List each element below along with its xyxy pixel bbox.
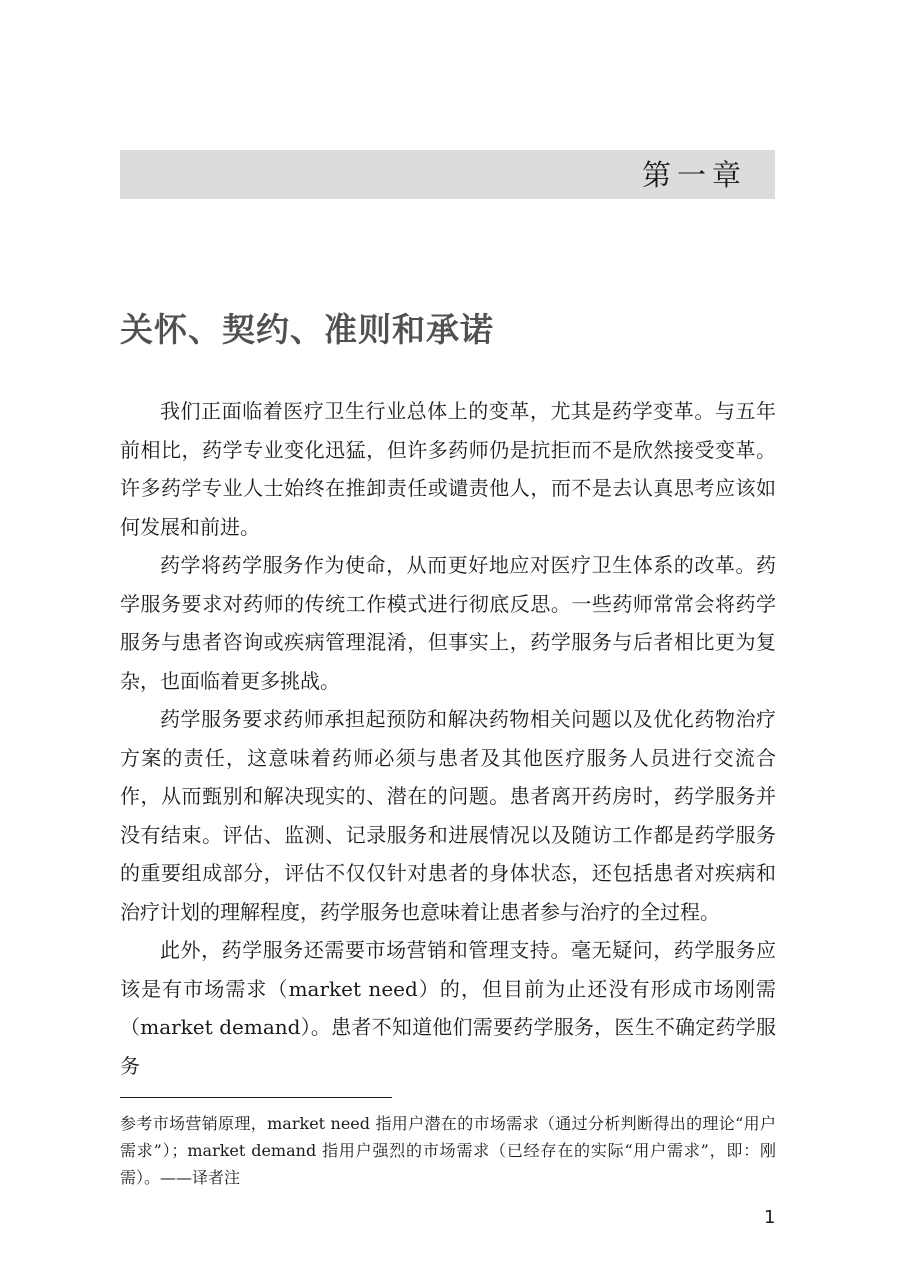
chapter-header-band xyxy=(120,150,775,199)
paragraph-3: 药学服务要求药师承担起预防和解决药物相关问题以及优化药物治疗方案的责任，这意味着药师必须与患者及其他医疗服务人员进行交流合作，从而甄别和解决现实的、潜在的问题。患者离开药房时，药学服务并没有结束。评估、监测、记录服务和进展情况以及随访工作都是药学服务的重要组成部分，评估不仅仅针对患者的身体状态，还包括患者对疾病和治疗计划的理解程度，药学服务也意味着让患者参与治疗的全过程。 xyxy=(120,707,776,924)
paragraph-4: 此外，药学服务还需要市场营销和管理支持。毫无疑问，药学服务应该是有市场需求（market need）的，但目前为止还没有形成市场刚需（market demand）。患者不知道他们需要药学服务，医生不确定药学服务 xyxy=(120,938,776,1078)
footnote: 参考市场营销原理，market need 指用户潜在的市场需求（通过分析判断得出的理论“用户需求”）；market demand 指用户强烈的市场需求（已经存在的实际“用户需求”，即：刚需）。——译者注 xyxy=(120,1114,776,1187)
paragraph-2: 药学将药学服务作为使命，从而更好地应对医疗卫生体系的改革。药学服务要求对药师的传统工作模式进行彻底反思。一些药师常常会将药学服务与患者咨询或疾病管理混淆，但事实上，药学服务与后者相比更为复杂，也面临着更多挑战。 xyxy=(120,553,776,693)
page-number: 1 xyxy=(764,1207,776,1228)
footnote-divider xyxy=(120,1097,392,1098)
section-title: 关怀、契约、准则和承诺 xyxy=(120,310,494,349)
body-text xyxy=(120,392,776,1085)
chapter-label: 第一章 xyxy=(641,158,747,192)
paragraph-1: 我们正面临着医疗卫生行业总体上的变革，尤其是药学变革。与五年前相比，药学专业变化迅猛，但许多药师仍是抗拒而不是欣然接受变革。许多药学专业人士始终在推卸责任或谴责他人，而不是去认真思考应该如何发展和前进。 xyxy=(120,399,776,539)
